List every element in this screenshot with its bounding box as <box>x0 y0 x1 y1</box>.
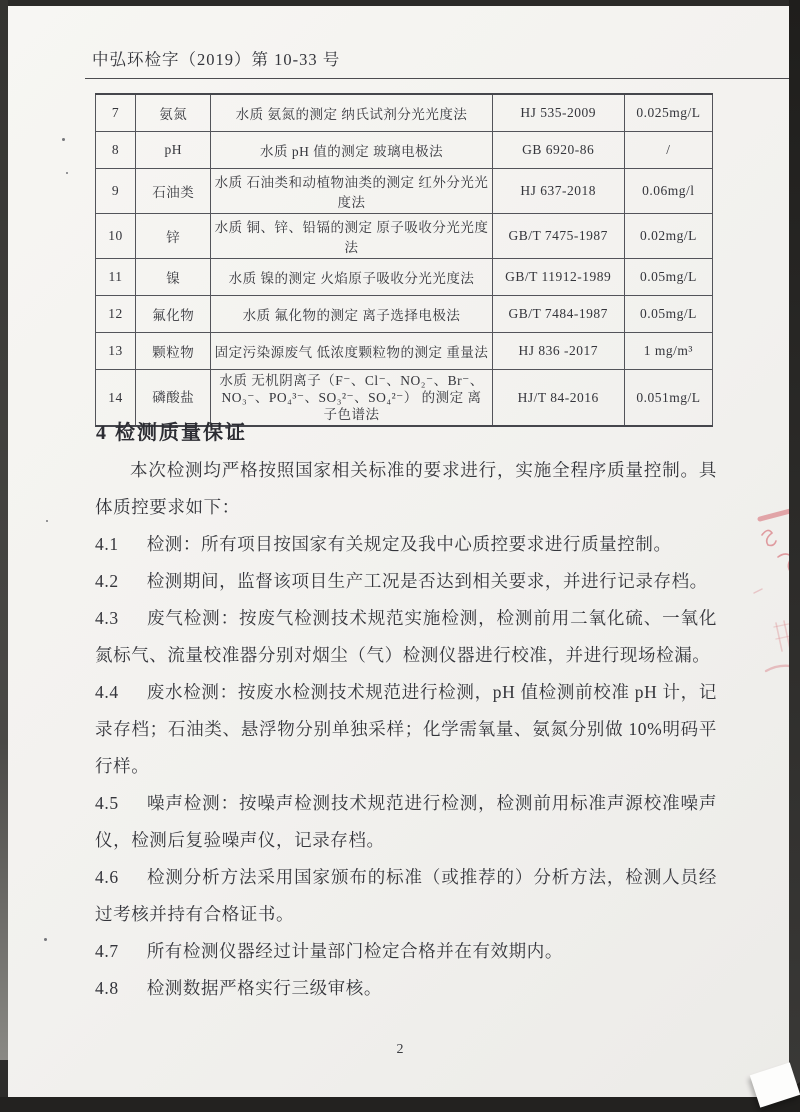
item-number: 4.5 <box>95 793 119 813</box>
item-number: 4.2 <box>95 571 119 591</box>
qc-item <box>95 600 717 674</box>
qc-item <box>95 859 717 933</box>
table-row <box>96 213 713 258</box>
row-limit: 0.05mg/L <box>624 295 712 332</box>
row-limit: 0.02mg/L <box>624 213 712 258</box>
scan-edge-top <box>0 0 800 6</box>
item-text: 检测期间，监督该项目生产工况是否达到相关要求，并进行记录存档。 <box>146 571 708 591</box>
row-standard: GB/T 7475-1987 <box>492 213 624 258</box>
page-number: 2 <box>396 1042 404 1057</box>
row-item: 镍 <box>136 258 211 295</box>
section-body <box>95 452 717 1007</box>
item-text: 检测：所有项目按国家有关规定及我中心质控要求进行质量控制。 <box>146 534 672 554</box>
row-no: 13 <box>96 332 136 369</box>
row-standard: HJ 535-2009 <box>492 94 624 131</box>
item-text: 废气检测：按废气检测技术规范实施检测，检测前用二氧化硫、一氧化氮标气、流量校准器分别对烟尘（气）检测仪器进行校准，并进行现场检漏。 <box>95 608 717 665</box>
row-standard: HJ 836 -2017 <box>492 332 624 369</box>
row-item: 石油类 <box>136 168 211 213</box>
methods-table <box>95 93 713 427</box>
item-number: 4.8 <box>95 978 119 998</box>
row-item: 锌 <box>136 213 211 258</box>
row-method: 水质 石油类和动植物油类的测定 红外分光光度法 <box>211 168 492 213</box>
row-method: 水质 氨氮的测定 纳氏试剂分光光度法 <box>211 94 492 131</box>
row-no: 11 <box>96 258 136 295</box>
row-no: 10 <box>96 213 136 258</box>
row-limit: 0.05mg/L <box>624 258 712 295</box>
item-number: 4.7 <box>95 941 119 961</box>
qc-item <box>95 674 717 785</box>
document-number: 中弘环检字（2019）第 10-33 号 <box>92 50 341 69</box>
row-limit: 0.025mg/L <box>624 94 712 131</box>
row-method: 水质 氟化物的测定 离子选择电极法 <box>211 295 492 332</box>
qc-item <box>95 785 717 859</box>
qc-item <box>95 526 717 563</box>
row-no: 9 <box>96 168 136 213</box>
item-text: 废水检测：按废水检测技术规范进行检测，pH 值检测前校准 pH 计，记录存档；石油类、悬浮物分别单独采样；化学需氧量、氨氮分别做 10%明码平行样。 <box>95 682 717 776</box>
table-row <box>96 131 713 168</box>
intro-paragraph: 本次检测均严格按照国家相关标准的要求进行，实施全程序质量控制。具体质控要求如下： <box>95 460 717 517</box>
table-row <box>96 258 713 295</box>
row-item: 氨氮 <box>136 94 211 131</box>
row-method: 水质 镍的测定 火焰原子吸收分光光度法 <box>211 258 492 295</box>
row-limit: / <box>624 131 712 168</box>
item-text: 所有检测仪器经过计量部门检定合格并在有效期内。 <box>146 941 563 961</box>
row-no: 7 <box>96 94 136 131</box>
scan-speck <box>46 520 48 522</box>
row-method: 水质 无机阴离子（F⁻、Cl⁻、NO₂⁻、Br⁻、NO₃⁻、PO₄³⁻、SO₃²⁻、SO₄²⁻） 的测定 离子色谱法 <box>211 369 492 426</box>
row-standard: HJ 637-2018 <box>492 168 624 213</box>
row-no: 8 <box>96 131 136 168</box>
table-row <box>96 332 713 369</box>
qc-item <box>95 563 717 600</box>
scan-speck <box>62 138 65 141</box>
row-standard: GB/T 11912-1989 <box>492 258 624 295</box>
item-text: 检测数据严格实行三级审核。 <box>146 978 382 998</box>
row-limit: 0.06mg/l <box>624 168 712 213</box>
table-row <box>96 94 713 131</box>
scan-edge-bottom <box>0 1097 800 1112</box>
table-row <box>96 295 713 332</box>
item-text: 噪声检测：按噪声检测技术规范进行检测，检测前用标准声源校准噪声仪，检测后复验噪声仪，记录存档。 <box>95 793 717 850</box>
row-item: 磷酸盐 <box>136 369 211 426</box>
row-method: 水质 铜、锌、铅镉的测定 原子吸收分光光度法 <box>211 213 492 258</box>
row-limit: 0.051mg/L <box>624 369 712 426</box>
row-item: 颗粒物 <box>136 332 211 369</box>
row-method: 水质 pH 值的测定 玻璃电极法 <box>211 131 492 168</box>
row-limit: 1 mg/m³ <box>624 332 712 369</box>
row-item: pH <box>136 131 211 168</box>
qc-item <box>95 970 717 1007</box>
header-divider <box>85 78 791 79</box>
item-text: 检测分析方法采用国家颁布的标准（或推荐的）分析方法，检测人员经过考核并持有合格证书。 <box>95 867 717 924</box>
row-standard: GB 6920-86 <box>492 131 624 168</box>
row-no: 12 <box>96 295 136 332</box>
row-method: 固定污染源废气 低浓度颗粒物的测定 重量法 <box>211 332 492 369</box>
scan-speck <box>44 938 47 941</box>
item-number: 4.6 <box>95 867 119 887</box>
item-number: 4.1 <box>95 534 119 554</box>
scan-edge-right <box>789 0 800 1112</box>
row-item: 氟化物 <box>136 295 211 332</box>
row-no: 14 <box>96 369 136 426</box>
item-number: 4.4 <box>95 682 119 702</box>
item-number: 4.3 <box>95 608 119 628</box>
scan-speck <box>66 172 68 174</box>
section-heading: 4 检测质量保证 <box>96 422 247 444</box>
row-standard: GB/T 7484-1987 <box>492 295 624 332</box>
scan-edge-left <box>0 0 8 1060</box>
row-standard: HJ/T 84-2016 <box>492 369 624 426</box>
table-row <box>96 168 713 213</box>
qc-item <box>95 933 717 970</box>
